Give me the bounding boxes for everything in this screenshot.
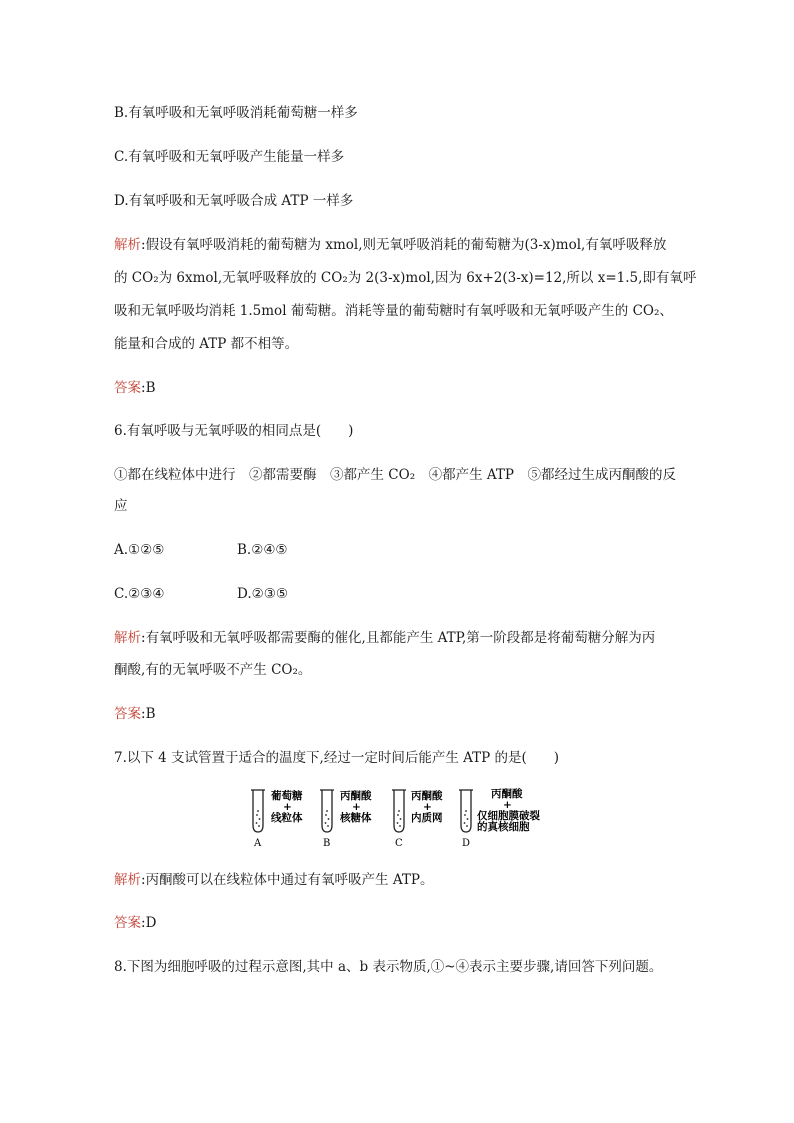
q6-analysis-line-2: 酮酸,有的无氧呼吸不产生 CO₂。 bbox=[114, 662, 312, 678]
q5-option-b: B.有氧呼吸和无氧呼吸消耗葡萄糖一样多 bbox=[114, 105, 358, 121]
q6-stem: 6.有氧呼吸与无氧呼吸的相同点是( ) bbox=[114, 423, 354, 439]
tube-d-line-4: 的真核细胞 bbox=[477, 821, 530, 833]
q7-answer: 答案:D bbox=[114, 915, 157, 931]
tube-d-line-1: 丙酮酸 bbox=[491, 788, 523, 800]
tube-d-line-3: 仅细胞膜破裂 bbox=[477, 810, 540, 822]
q5-analysis-line-3: 吸和无氧呼吸均消耗 1.5mol 葡萄糖。消耗等量的葡萄糖时有氧呼吸和无氧呼吸产生的 CO₂、 bbox=[114, 303, 673, 319]
answer-label: 答案 bbox=[114, 706, 141, 722]
test-tube-a bbox=[251, 789, 303, 849]
tube-a-line-2: + bbox=[283, 801, 292, 813]
test-tube-c bbox=[392, 789, 443, 849]
tube-c-letter: C bbox=[395, 838, 403, 849]
analysis-label: 解析 bbox=[114, 237, 141, 253]
q5-option-c: C.有氧呼吸和无氧呼吸产生能量一样多 bbox=[114, 149, 345, 165]
q8-stem: 8.下图为细胞呼吸的过程示意图,其中 a、b 表示物质,①~④表示主要步骤,请回答下列问题。 bbox=[114, 959, 663, 975]
q6-option-a: A.①②⑤ bbox=[114, 542, 165, 558]
tube-b-line-3: 核糖体 bbox=[340, 812, 372, 824]
tube-b-letter: B bbox=[323, 838, 331, 849]
q5-option-d: D.有氧呼吸和无氧呼吸合成 ATP 一样多 bbox=[114, 193, 354, 209]
q6-option-b: B.②④⑤ bbox=[237, 542, 288, 558]
q6-answer: 答案:B bbox=[114, 706, 156, 722]
tube-c-line-1: 丙酮酸 bbox=[411, 790, 443, 802]
q5-analysis-line-1: 解析:假设有氧呼吸消耗的葡萄糖为 xmol,则无氧呼吸消耗的葡萄糖为(3-x)mol,有氧呼吸释放 bbox=[114, 237, 667, 253]
test-tubes-figure bbox=[246, 785, 546, 855]
q6-option-c: C.②③④ bbox=[114, 586, 165, 602]
tube-d-letter: D bbox=[462, 838, 471, 849]
q6-items-line-1: ①都在线粒体中进行 ②都需要酶 ③都产生 CO₂ ④都产生 ATP ⑤都经过生成丙酮酸的反 bbox=[114, 467, 676, 483]
tube-b-line-1: 丙酮酸 bbox=[340, 790, 372, 802]
q5-answer: 答案:B bbox=[114, 380, 156, 396]
q5-analysis-line-2: 的 CO₂为 6xmol,无氧呼吸释放的 CO₂为 2(3-x)mol,因为 6x+2(3-x)=12,所以 x=1.5,即有氧呼 bbox=[114, 270, 697, 286]
tube-a-letter: A bbox=[254, 838, 262, 849]
tube-d-line-2: + bbox=[503, 799, 512, 811]
answer-label: 答案 bbox=[114, 380, 141, 396]
analysis-label: 解析 bbox=[114, 872, 141, 888]
q7-analysis: 解析:丙酮酸可以在线粒体中通过有氧呼吸产生 ATP。 bbox=[114, 872, 434, 888]
tube-a-line-1: 葡萄糖 bbox=[271, 790, 303, 802]
q6-option-d: D.②③⑤ bbox=[237, 586, 288, 602]
tube-b-line-2: + bbox=[352, 801, 361, 813]
test-tube-b bbox=[320, 789, 372, 849]
q7-stem: 7.以下 4 支试管置于适合的温度下,经过一定时间后能产生 ATP 的是( ) bbox=[114, 750, 560, 766]
q6-analysis-line-1: 解析:有氧呼吸和无氧呼吸都需要酶的催化,且都能产生 ATP,第一阶段都是将葡萄糖分解为丙 bbox=[114, 630, 656, 646]
tube-a-line-3: 线粒体 bbox=[271, 812, 303, 824]
tube-c-line-3: 内质网 bbox=[411, 812, 443, 824]
tube-c-line-2: + bbox=[423, 801, 432, 813]
q6-items-line-2: 应 bbox=[114, 498, 128, 514]
test-tube-d bbox=[459, 787, 540, 849]
q5-analysis-line-4: 能量和合成的 ATP 都不相等。 bbox=[114, 336, 299, 352]
analysis-label: 解析 bbox=[114, 630, 141, 646]
answer-label: 答案 bbox=[114, 915, 141, 931]
